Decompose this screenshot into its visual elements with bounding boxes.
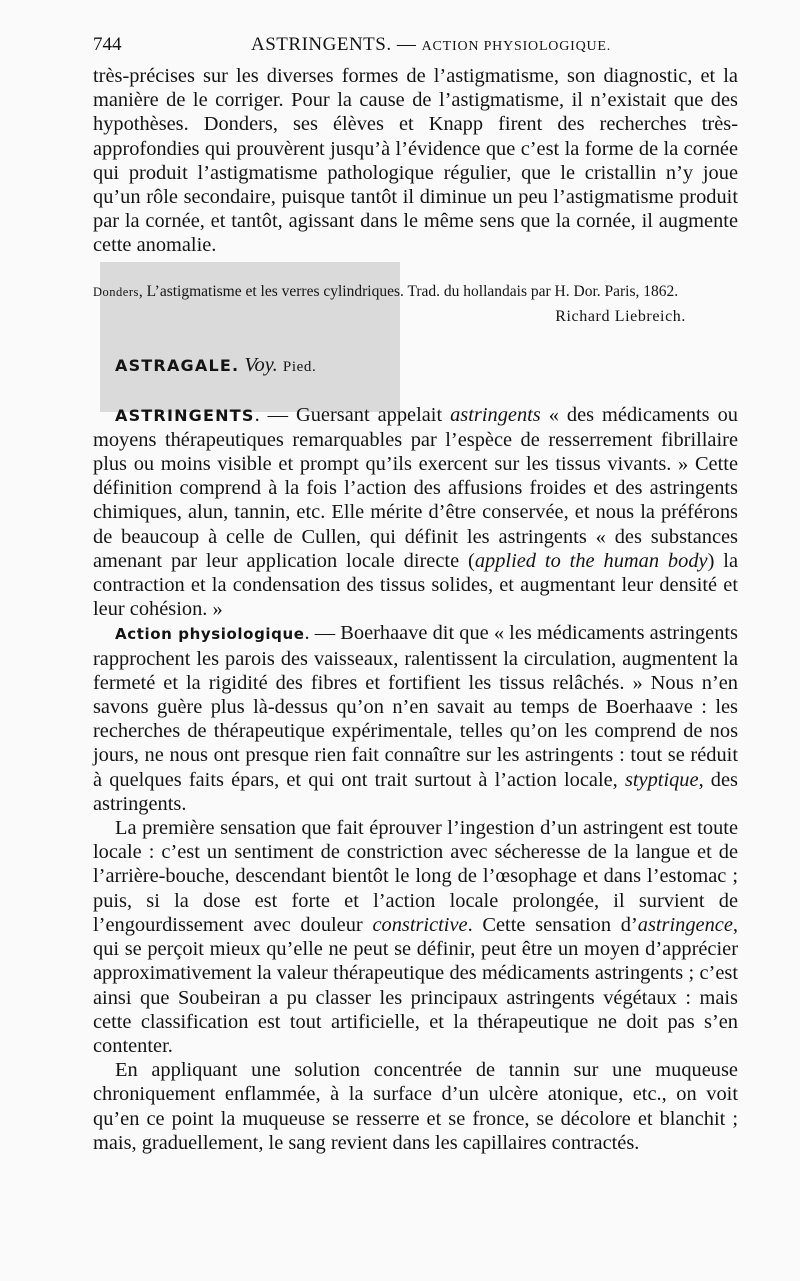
sensation-text-2: . Cette sensation d’ bbox=[467, 913, 638, 936]
entry-astragale bbox=[115, 354, 738, 377]
sensation-text-1: La première sensation que fait éprouver l’ingestion d’un astringent est toute locale : c’est un sentiment de constriction avec sécheresse de la langue et de l’arrière-bouche, descendant bientôt le long de l’œsophage et dans l’estomac ; puis, si la dose est forte et l’action locale prolongée, il survient de l’engourdissement avec douleur bbox=[93, 817, 738, 936]
definition-em-astringents: astringents bbox=[450, 403, 541, 426]
cross-reference-voy: Voy. bbox=[244, 353, 278, 376]
entry-astringents-definition bbox=[93, 403, 738, 622]
action-em-styptique: styptique bbox=[624, 768, 699, 791]
cross-reference-target: Pied. bbox=[282, 358, 317, 375]
sensation-text-3: , qui se perçoit mieux qu’elle ne peut se définir, peut être un moyen d’apprécier approximativement la valeur thérapeutique des médicaments astringents ; c’est ainsi que Soubeiran a pu classer les principaux astringents végétaux : mais cette classification est tout artificielle, et la thérapeutique ne doit pas s’en contenter. bbox=[93, 913, 739, 1057]
definition-text-2: « des médicaments ou moyens thérapeutiques remarquables par l’espèce de resserrement fibrillaire plus ou moins visible et prompt qu’ils exercent sur les tissus vivants. » Cette définition comprend à la fois l’action des affusions froides et des astringents chimiques, alun, tannin, etc. Elle mérite d’être conservée, et nous la préférons de beaucoup à celle de Cullen, qui définit les astringents « des substances amenant par leur application locale directe ( bbox=[93, 403, 738, 572]
definition-text-3: ) la contraction et la condensation des tissus solides, et augmentant leur densité et leur cohésion. » bbox=[93, 549, 738, 621]
bibliographic-reference bbox=[93, 282, 738, 302]
signature-last: Liebreich. bbox=[614, 307, 686, 325]
reference-author: Donders bbox=[93, 284, 139, 299]
sensation-em-astringence: astringence bbox=[637, 913, 733, 936]
running-title-main: ASTRINGENTS. — bbox=[251, 34, 422, 55]
author-signature bbox=[93, 308, 686, 326]
paragraph-tannin: En appliquant une solution concentrée de tannin sur une muqueuse chroniquement enflammée, à la surface d’un ulcère atonique, etc., on voit qu’en ce point la muqueuse se resserre et se fronce, se décolore et blanchit ; mais, graduellement, le sang revient dans les capillaires contractés. bbox=[93, 1059, 738, 1154]
paragraph-sensation bbox=[93, 816, 738, 1058]
entry-title-astringents: ASTRINGENTS bbox=[115, 405, 255, 425]
action-text-1: . — Boerhaave dit que « les médicaments astringents rapprochent les parois des vaisseaux, ralentissent la circulation, augmentent la fermeté et la rigidité des fibres et fortifient les tissus relâchés. » Nous n’en savons guère plus là-dessus qu’on n’en savait au temps de Boerhaave : les recherches de thérapeutique expérimentale, telles qu’on les comprend de nos jours, ne nous ont presque rien fait connaître sur les astringents : tout se réduit à quelques faits épars, et qui ont trait surtout à l’action locale, bbox=[93, 622, 738, 791]
sensation-em-constrictive: constrictive bbox=[372, 913, 468, 936]
running-header bbox=[93, 34, 738, 64]
running-title bbox=[251, 34, 611, 56]
section-title-action-physiologique: Action physiologique bbox=[115, 625, 305, 644]
action-text-2: , des astringents. bbox=[93, 768, 738, 815]
astigmatisme-article-end: très-précises sur les diverses formes de l’astigmatisme, son diagnostic, et la manière de le corriger. Pour la cause de l’astigmatisme, il n’existait que des hypothèses. Donders, ses élèves et Knapp firent des recherches très-approfondies qui prouvèrent jusqu’à l’évidence que c’est la forme de la cornée qui produit l’astigmatisme pathologique régulier, que le cristallin n’y joue qu’un rôle secondaire, puisque tantôt il diminue un peu l’astigmatisme produit par la cornée, et tantôt, agissant dans le même sens que la cornée, il augmente cette anomalie. bbox=[93, 65, 738, 257]
running-title-section: ACTION PHYSIOLOGIQUE. bbox=[421, 39, 612, 54]
reference-text: , L’astigmatisme et les verres cylindriques. Trad. du hollandais par H. Dor. Paris, 1862. bbox=[138, 282, 679, 300]
signature-first: Richard bbox=[555, 307, 611, 325]
page-content bbox=[93, 34, 738, 1155]
section-action-physiologique bbox=[93, 621, 738, 816]
entry-title-astragale: ASTRAGALE. bbox=[115, 355, 240, 375]
page-number: 744 bbox=[93, 34, 122, 55]
definition-text-1: . — Guersant appelait bbox=[254, 403, 451, 426]
definition-em-english: applied to the human body bbox=[474, 549, 708, 572]
